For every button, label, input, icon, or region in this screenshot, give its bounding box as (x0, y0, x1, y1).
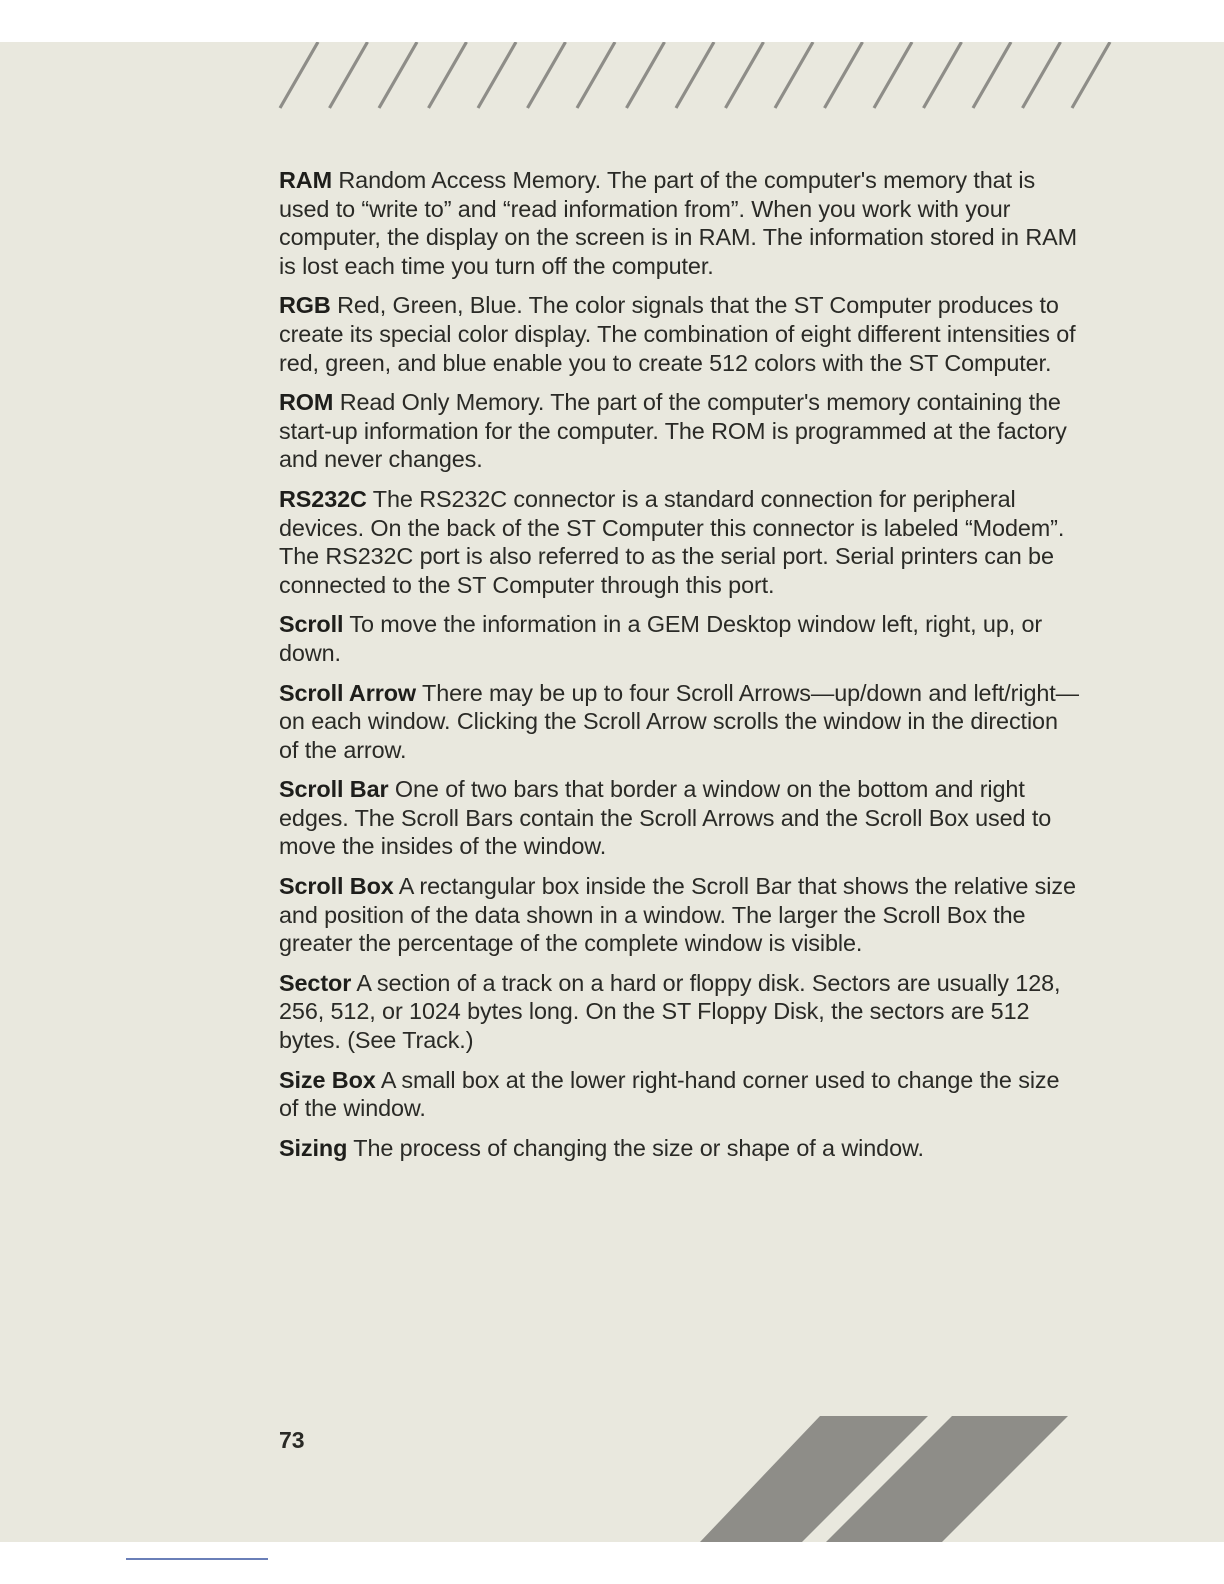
top-stripe (528, 42, 566, 108)
glossary-term: Scroll (279, 611, 344, 638)
glossary-definition: Red, Green, Blue. The color signals that the ST Computer produces to create its special color display. The combination of eight different intensities of red, green, and blue enable you to create 512 colors with the ST Computer. (279, 292, 1076, 376)
top-stripe (1072, 42, 1110, 108)
glossary-term: Sector (279, 969, 352, 996)
glossary-term: Scroll Box (279, 873, 394, 900)
top-stripe (726, 42, 764, 108)
top-stripe (478, 42, 516, 108)
glossary-definition: One of two bars that border a window on the bottom and right edges. The Scroll Bars contain the Scroll Arrows and the Scroll Box used to move the insides of the window. (279, 776, 1052, 860)
glossary-definition: A small box at the lower right-hand corner used to change the size of the window. (279, 1066, 1060, 1122)
top-diagonal-stripes-decoration (270, 42, 1170, 110)
glossary-term: Sizing (279, 1134, 348, 1161)
glossary-entry-rs232c (279, 485, 1079, 599)
glossary-entry-scroll-box (279, 872, 1079, 958)
glossary-term: RS232C (279, 485, 367, 512)
glossary-definition: Read Only Memory. The part of the computer's memory containing the start-up information for the computer. The ROM is programmed at the factory and never changes. (279, 389, 1067, 473)
glossary-term: ROM (279, 389, 334, 416)
glossary-term: RGB (279, 292, 331, 319)
glossary-definition: The process of changing the size or shape of a window. (353, 1134, 924, 1161)
glossary-entry-sizing (279, 1134, 1079, 1163)
manual-page (0, 42, 1224, 1542)
glossary-entry-size-box (279, 1066, 1079, 1123)
top-stripe (973, 42, 1011, 108)
top-stripe (676, 42, 714, 108)
glossary-term: Scroll Arrow (279, 679, 417, 706)
glossary-list (279, 166, 1079, 1173)
top-stripe (825, 42, 863, 108)
glossary-entry-scroll-bar (279, 775, 1079, 861)
glossary-entry-sector (279, 969, 1079, 1055)
top-stripe (775, 42, 813, 108)
glossary-definition: There may be up to four Scroll Arrows—up/down and left/right—on each window. Clicking the Scroll Arrow scrolls the window in the direction of the arrow. (279, 679, 1079, 763)
top-stripe (429, 42, 467, 108)
glossary-entry-rgb (279, 291, 1079, 377)
glossary-term: RAM (279, 167, 332, 193)
bottom-diagonal-bands-decoration (700, 1416, 1080, 1542)
glossary-entry-scroll-arrow (279, 679, 1079, 765)
page-number: 73 (279, 1427, 305, 1453)
top-stripe (1023, 42, 1061, 108)
glossary-term: Scroll Bar (279, 776, 389, 803)
footer-rule (126, 1558, 268, 1560)
top-stripe (874, 42, 912, 108)
top-stripe (924, 42, 962, 108)
glossary-definition: Random Access Memory. The part of the computer's memory that is used to “write to” and “read information from”. When you work with your computer, the display on the screen is in RAM. The information stored in RAM is lost each time you turn off the computer. (279, 167, 1078, 279)
glossary-entry-rom (279, 388, 1079, 474)
glossary-term: Size Box (279, 1066, 376, 1093)
glossary-entry-scroll (279, 610, 1079, 667)
top-stripe (280, 42, 318, 108)
glossary-entry-ram (279, 166, 1079, 280)
top-stripe (577, 42, 615, 108)
glossary-definition: To move the information in a GEM Desktop window left, right, up, or down. (279, 611, 1043, 666)
top-stripe (627, 42, 665, 108)
top-stripe (379, 42, 417, 108)
glossary-definition: A rectangular box inside the Scroll Bar that shows the relative size and position of the data shown in a window. The larger the Scroll Box the greater the percentage of the complete window is visible. (279, 873, 1076, 957)
glossary-definition: A section of a track on a hard or floppy disk. Sectors are usually 128, 256, 512, or 1024 bytes long. On the ST Floppy Disk, the sectors are 512 bytes. (See Track.) (279, 969, 1061, 1054)
top-stripe (330, 42, 368, 108)
glossary-definition: The RS232C connector is a standard connection for peripheral devices. On the back of the ST Computer this connector is labeled “Modem”. The RS232C port is also referred to as the serial port. Serial printers can be connected to the ST Computer through this port. (279, 485, 1065, 598)
